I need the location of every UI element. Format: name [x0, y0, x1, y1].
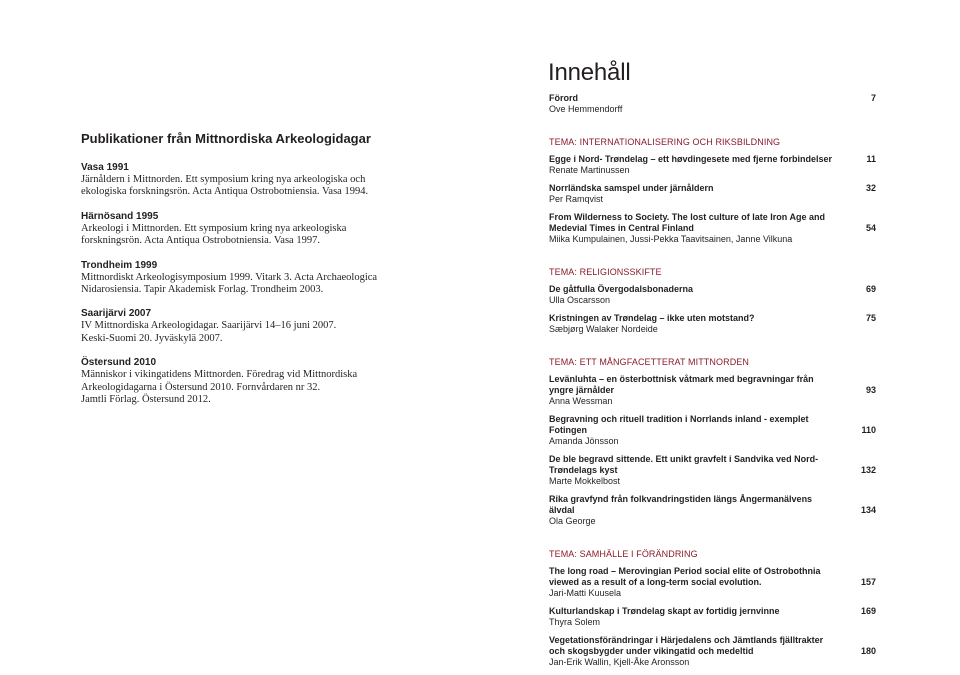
entry-title: Egge i Nord- Trøndelag – ett høvdingesete med fjerne forbindelser [549, 154, 833, 164]
publication-description-line: forskningsrön. Acta Antiqua Ostrobotniensia. Vasa 1997. [81, 235, 320, 247]
toc-section [549, 136, 876, 245]
publication-description-line: IV Mittnordiska Arkeologidagar. Saarijärvi 14–16 juni 2007. [81, 320, 337, 332]
publication-description-line: Nidarosiensia. Tapir Akademisk Forlag. Trondheim 2003. [81, 284, 324, 296]
toc-entry[interactable] [549, 183, 876, 205]
entry-title: Levänluhta – en österbottnisk våtmark med begravningar från yngre järnålder [549, 374, 814, 395]
entry-page-number: 54 [865, 223, 876, 233]
toc-section [549, 548, 876, 668]
entry-author: Sæbjørg Walaker Nordeide [549, 324, 658, 334]
publication-entry [81, 210, 381, 248]
toc-entry[interactable] [549, 284, 876, 306]
toc-entry[interactable] [549, 454, 876, 487]
toc-sections [549, 136, 876, 668]
entry-author: Jari-Matti Kuusela [549, 588, 622, 598]
toc-entry[interactable] [549, 414, 876, 447]
publication-place-year: Vasa 1991 [81, 162, 129, 173]
entry-page-number: 93 [865, 385, 876, 395]
section-heading: TEMA: ETT MÅNGFACETTERAT MITTNORDEN [549, 357, 750, 367]
publication-entry [81, 356, 381, 406]
toc-entry-preface[interactable] [549, 93, 876, 115]
toc-entry[interactable] [549, 635, 876, 668]
publication-description-line: Mittnordiskt Arkeologisymposium 1999. Vitark 3. Acta Archaeologica [81, 271, 378, 283]
toc-entry[interactable] [549, 154, 876, 176]
publication-description-line: Arkeologi i Mittnorden. Ett symposium kring nya arkeologiska [81, 222, 347, 234]
entry-page-number: 132 [860, 465, 876, 475]
toc-entry[interactable] [549, 494, 876, 527]
entry-title: Kulturlandskap i Trøndelag skapt av fortidig jernvinne [549, 606, 780, 616]
entry-author: Marte Mokkelbost [549, 476, 621, 486]
entry-page-number: 169 [860, 606, 876, 616]
publication-description-line: Keski-Suomi 20. Jyväskylä 2007. [81, 332, 223, 344]
entry-page-number: 69 [865, 284, 876, 294]
publication-place-year: Saarijärvi 2007 [81, 308, 152, 320]
entry-title: Begravning och rituell tradition i Norrlands inland - exemplet Fotingen [549, 414, 809, 435]
publication-description-line: Jamtli Förlag. Östersund 2012. [81, 394, 211, 406]
section-heading: TEMA: SAMHÄLLE I FÖRÄNDRING [549, 549, 698, 559]
entry-title: Rika gravfynd från folkvandringstiden längs Ångermanälvens älvdal [549, 494, 813, 515]
entry-page-number: 11 [866, 154, 876, 164]
publications-heading: Publikationer från Mittnordiska Arkeologidagar [81, 131, 371, 146]
entry-page-number: 110 [861, 425, 876, 435]
entry-author: Anna Wessman [549, 396, 613, 406]
publication-description-line: Arkeologidagarna i Östersund 2010. Fornvårdaren nr 32. [81, 381, 321, 393]
entry-page-number: 134 [860, 505, 876, 515]
entry-title: The long road – Merovingian Period social elite of Ostrobothnia viewed as a result of a long-term social evolution. [549, 566, 821, 587]
publication-description-line: ekologiska forskningsrön. Acta Antiqua Ostrobotniensia. Vasa 1994. [81, 186, 369, 198]
entry-author: Jan-Erik Wallin, Kjell-Åke Aronsson [549, 657, 690, 667]
publication-place-year: Härnösand 1995 [81, 210, 159, 222]
entry-title: De ble begravd sittende. Ett unikt gravfelt i Sandvika ved Nord-Trøndelags kyst [549, 454, 819, 475]
entry-author: Per Ramqvist [549, 194, 604, 204]
toc-entry[interactable] [549, 313, 876, 335]
entry-page-number: 75 [865, 313, 876, 323]
entry-page-number: 32 [865, 183, 876, 193]
entry-title: Kristningen av Trøndelag – ikke uten motstand? [549, 313, 755, 323]
entry-author: Ove Hemmendorff [549, 104, 623, 114]
entry-author: Amanda Jönsson [549, 436, 619, 446]
toc-entry[interactable] [549, 606, 876, 628]
toc-entry[interactable] [549, 566, 876, 599]
entry-page-number: 180 [860, 646, 876, 656]
entry-page-number: 7 [870, 93, 876, 103]
entry-author: Renate Martinussen [549, 165, 630, 175]
entry-title: From Wilderness to Society. The lost culture of late Iron Age and Medevial Times in Central Finland [549, 212, 825, 233]
toc-entry[interactable] [549, 374, 876, 407]
entry-author: Ola George [549, 516, 596, 526]
publication-description-line: Människor i vikingatidens Mittnorden. Föredrag vid Mittnordiska [81, 369, 358, 381]
entry-title: De gåtfulla Övergodalsbonaderna [549, 284, 694, 294]
entry-author: Thyra Solem [549, 617, 601, 627]
publication-entry [81, 307, 381, 345]
publication-place-year: Trondheim 1999 [81, 259, 158, 271]
entry-title: Norrländska samspel under järnåldern [549, 183, 714, 193]
entry-title: Förord [549, 93, 578, 103]
section-heading: TEMA: INTERNATIONALISERING OCH RIKSBILDNING [549, 137, 781, 147]
entry-author: Ulla Oscarsson [549, 295, 611, 305]
publication-place-year: Östersund 2010 [81, 357, 157, 369]
toc-title: Innehåll [548, 59, 631, 86]
entry-page-number: 157 [860, 577, 876, 587]
publication-entry [81, 259, 381, 297]
publication-description-line: Järnåldern i Mittnorden. Ett symposium kring nya arkeologiska och [81, 174, 366, 185]
publication-entry [81, 161, 381, 199]
publications-column [81, 131, 381, 417]
entry-author: Miika Kumpulainen, Jussi-Pekka Taavitsainen, Janne Vilkuna [549, 234, 793, 244]
publications-list [81, 161, 381, 406]
toc-entry[interactable] [549, 212, 876, 245]
table-of-contents [549, 58, 876, 675]
toc-section [549, 266, 876, 335]
entry-title: Vegetationsförändringar i Härjedalens och Jämtlands fjälltrakter och skogsbygder under vikingatid och medeltid [549, 635, 824, 656]
section-heading: TEMA: RELIGIONSSKIFTE [549, 267, 662, 277]
toc-section [549, 356, 876, 527]
